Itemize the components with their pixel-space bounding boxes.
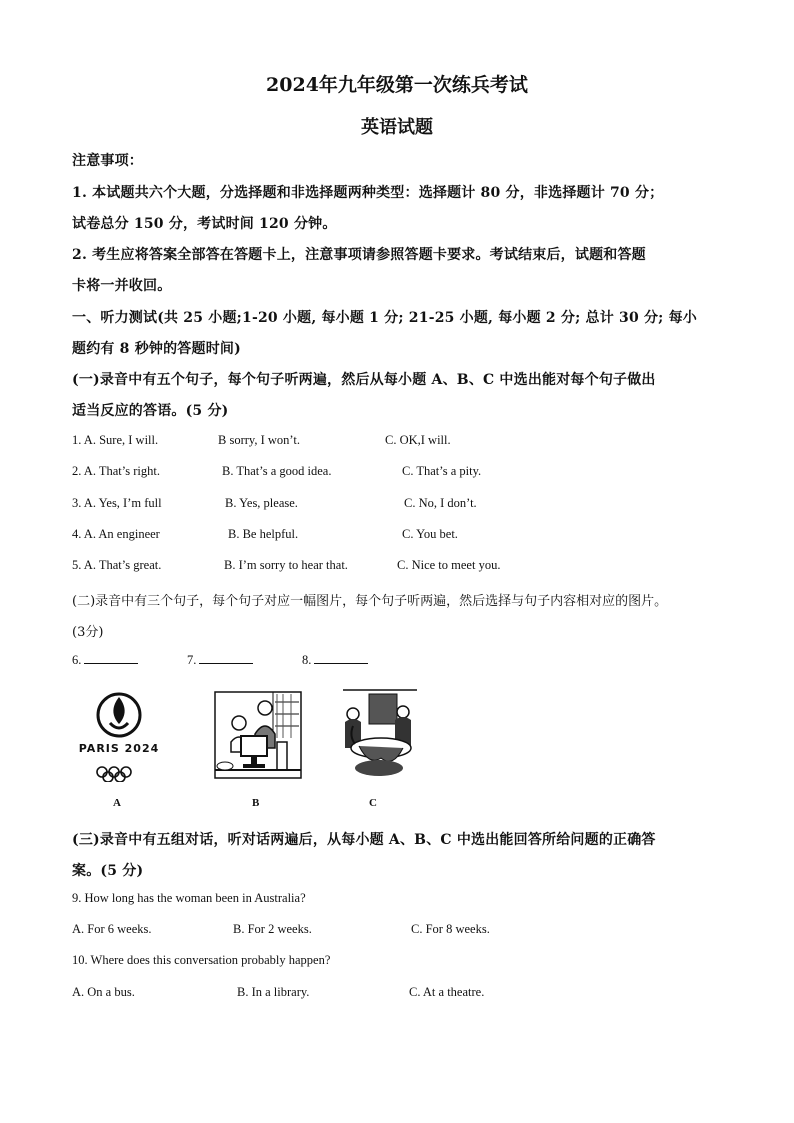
part-instructions: (二)录音中有三个句子，每个句子对应一幅图片，每个句子听两遍，然后选择与句子内容相对应的图片。 — [72, 594, 668, 609]
part-instructions: 适当反应的答语。(5 分) — [72, 403, 229, 419]
picture-label: B — [252, 797, 260, 809]
option-c: C. OK,I will. — [385, 433, 451, 447]
option-c: C. At a theatre. — [409, 985, 485, 999]
part-instructions: 案。(5 分) — [72, 863, 144, 879]
option-b: B. Be helpful. — [228, 527, 299, 541]
option-a: 5. A. That’s great. — [72, 558, 162, 572]
option-a: 2. A. That’s right. — [72, 464, 160, 478]
answer-blank-6[interactable] — [72, 652, 138, 668]
olympic-logo-icon — [76, 690, 162, 782]
picture-c-table-scene — [335, 686, 419, 782]
option-a: 3. A. Yes, I’m full — [72, 496, 162, 510]
option-b: B sorry, I won’t. — [218, 433, 300, 447]
blank-number: 7. — [187, 653, 197, 667]
part-instructions: (一)录音中有五个句子，每个句子听两遍，然后从每小题 A、B、C 中选出能对每个句子做出 — [72, 372, 656, 388]
question-9: 9. How long has the woman been in Australia? — [72, 891, 306, 905]
picture-label: C — [369, 797, 377, 809]
option-a: A. For 6 weeks. — [72, 922, 152, 936]
blank-line[interactable] — [84, 652, 138, 664]
blank-number: 8. — [302, 653, 312, 667]
table-scene-icon — [335, 686, 419, 782]
option-b: B. That’s a good idea. — [222, 464, 332, 478]
answer-blank-8[interactable] — [302, 652, 368, 668]
picture-label: A — [113, 797, 121, 809]
option-c: C. Nice to meet you. — [397, 558, 501, 572]
blank-line[interactable] — [314, 652, 368, 664]
exam-subtitle: 英语试题 — [361, 117, 433, 138]
part-instructions: (三)录音中有五组对话，听对话两遍后，从每小题 A、B、C 中选出能回答所给问题的正确答 — [72, 832, 656, 848]
notes-line: 试卷总分 150 分，考试时间 120 分钟。 — [72, 216, 337, 232]
section-heading: 题约有 8 秒钟的答题时间) — [72, 341, 241, 357]
blank-number: 6. — [72, 653, 82, 667]
option-c: C. You bet. — [402, 527, 458, 541]
part-instructions: (3分) — [72, 625, 104, 640]
notes-heading: 注意事项： — [72, 153, 143, 169]
section-heading: 一、听力测试(共 25 小题;1-20 小题, 每小题 1 分; 21-25 小题, 每小题 2 分; 总计 30 分; 每小 — [72, 310, 698, 326]
option-b: B. For 2 weeks. — [233, 922, 312, 936]
notes-line: 1. 本试题共六个大题，分选择题和非选择题两种类型：选择题计 80 分，非选择题计 70 分； — [72, 185, 664, 201]
question-10: 10. Where does this conversation probably happen? — [72, 953, 331, 967]
option-b: B. In a library. — [237, 985, 310, 999]
option-c: C. That’s a pity. — [402, 464, 482, 478]
notes-line: 卡将一并收回。 — [72, 278, 172, 294]
option-b: B. I’m sorry to hear that. — [224, 558, 348, 572]
computer-scene-icon — [213, 690, 303, 782]
notes-line: 2. 考生应将答案全部答在答题卡上，注意事项请参照答题卡要求。考试结束后，试题和答题 — [72, 247, 646, 263]
option-a: 1. A. Sure, I will. — [72, 433, 159, 447]
picture-b-computer-scene — [213, 690, 303, 782]
option-a: 4. A. An engineer — [72, 527, 160, 541]
option-a: A. On a bus. — [72, 985, 135, 999]
exam-title: 2024年九年级第一次练兵考试 — [266, 74, 528, 96]
option-c: C. For 8 weeks. — [411, 922, 490, 936]
picture-a-paris-logo — [76, 690, 162, 782]
answer-blank-7[interactable] — [187, 652, 253, 668]
logo-text: PARIS 2024 — [78, 742, 160, 755]
option-b: B. Yes, please. — [225, 496, 298, 510]
option-c: C. No, I don’t. — [404, 496, 477, 510]
blank-line[interactable] — [199, 652, 253, 664]
